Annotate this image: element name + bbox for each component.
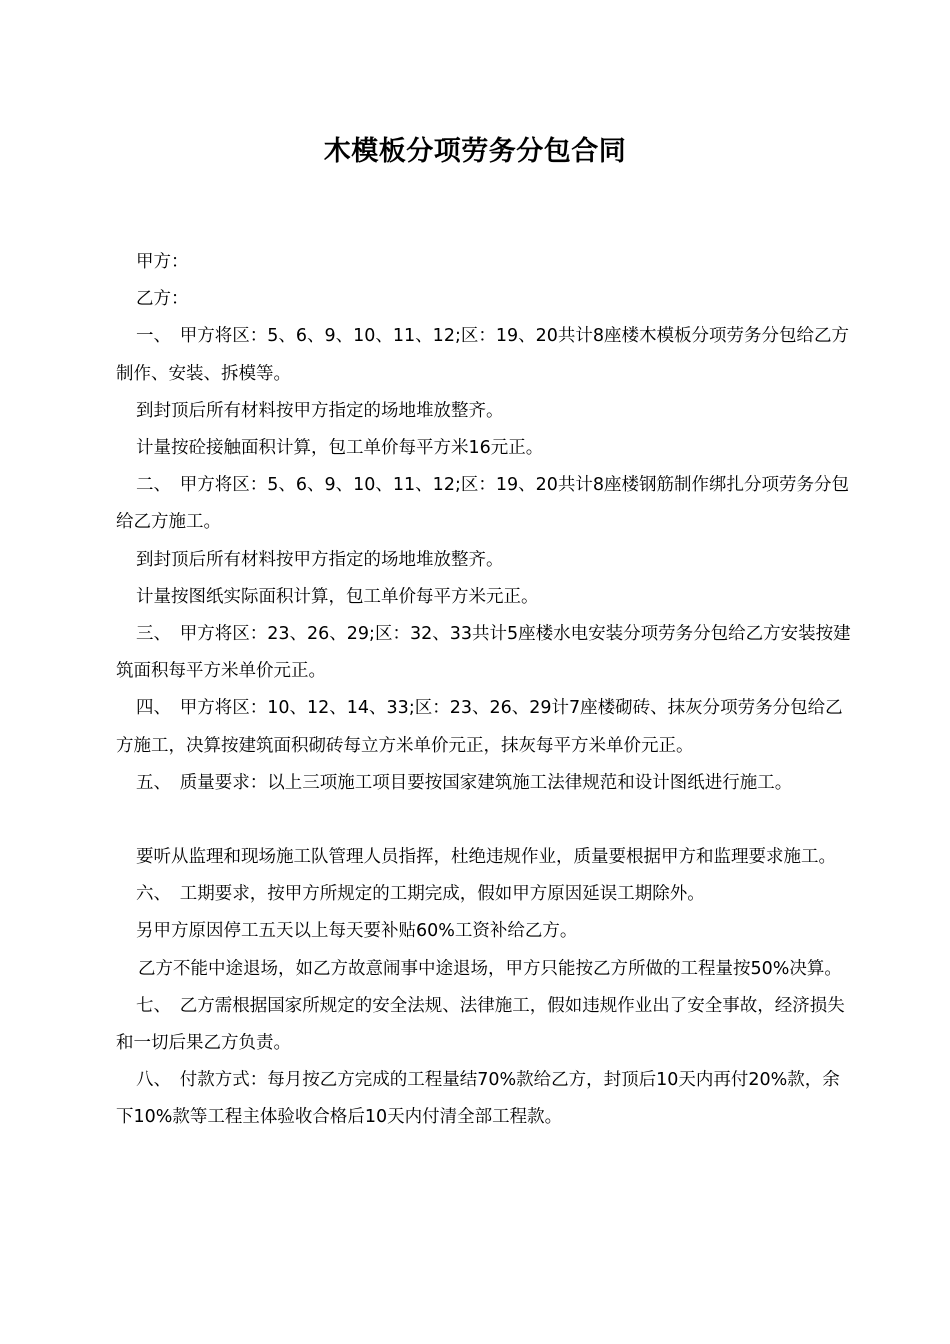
clause-3: 三、 甲方将区：23、26、29;区：32、33共计5座楼水电安装分项劳务分包给乙方安装按建筑面积每平方米单价元正。 bbox=[116, 624, 851, 682]
clause-1-pricing: 计量按砼接触面积计算，包工单价每平方米16元正。 bbox=[136, 438, 544, 459]
clause-7: 七、 乙方需根据国家所规定的安全法规、法律施工，假如违规作业出了安全事故，经济损失和一切后果乙方负责。 bbox=[116, 995, 845, 1054]
clause-5-supervision: 要听从监理和现场施工队管理人员指挥，杜绝违规作业，质量要根据甲方和监理要求施工。 bbox=[136, 847, 836, 868]
clause-4: 四、 甲方将区：10、12、14、33;区：23、26、29计7座楼砌砖、抹灰分项劳务分包给乙方施工，决算按建筑面积砌砖每立方米单价元正，抹灰每平方米单价元正。 bbox=[116, 698, 843, 756]
document-body bbox=[116, 244, 856, 1137]
clause-2-pricing: 计量按图纸实际面积计算，包工单价每平方米元正。 bbox=[136, 586, 539, 607]
party-a-line: 甲方： bbox=[136, 252, 189, 272]
clause-6: 六、 工期要求，按甲方所规定的工期完成，假如甲方原因延误工期除外。 bbox=[136, 884, 705, 905]
party-b-line: 乙方： bbox=[136, 289, 189, 310]
clause-2-storage: 到封顶后所有材料按甲方指定的场地堆放整齐。 bbox=[136, 549, 504, 570]
clause-6-subsidy: 另甲方原因停工五天以上每天要补贴60%工资补给乙方。 bbox=[136, 921, 578, 942]
clause-1-storage: 到封顶后所有材料按甲方指定的场地堆放整齐。 bbox=[136, 400, 504, 421]
clause-8: 八、 付款方式：每月按乙方完成的工程量结70%款给乙方，封顶后10天内再付20%款，余下10%款等工程主体验收合格后10天内付清全部工程款。 bbox=[116, 1070, 840, 1128]
clause-6-withdrawal: 乙方不能中途退场，如乙方故意闹事中途退场，甲方只能按乙方所做的工程量按50%决算。 bbox=[138, 958, 842, 979]
clause-1: 一、 甲方将区：5、6、9、10、11、12;区：19、20共计8座楼木模板分项劳务分包给乙方制作、安装、拆模等。 bbox=[116, 326, 850, 384]
clause-5: 五、 质量要求：以上三项施工项目要按国家建筑施工法律规范和设计图纸进行施工。 bbox=[136, 772, 793, 793]
paragraph-spacer bbox=[116, 802, 856, 839]
clause-2: 二、 甲方将区：5、6、9、10、11、12;区：19、20共计8座楼钢筋制作绑扎分项劳务分包给乙方施工。 bbox=[116, 475, 850, 533]
document-title: 木模板分项劳务分包合同 bbox=[323, 136, 627, 167]
